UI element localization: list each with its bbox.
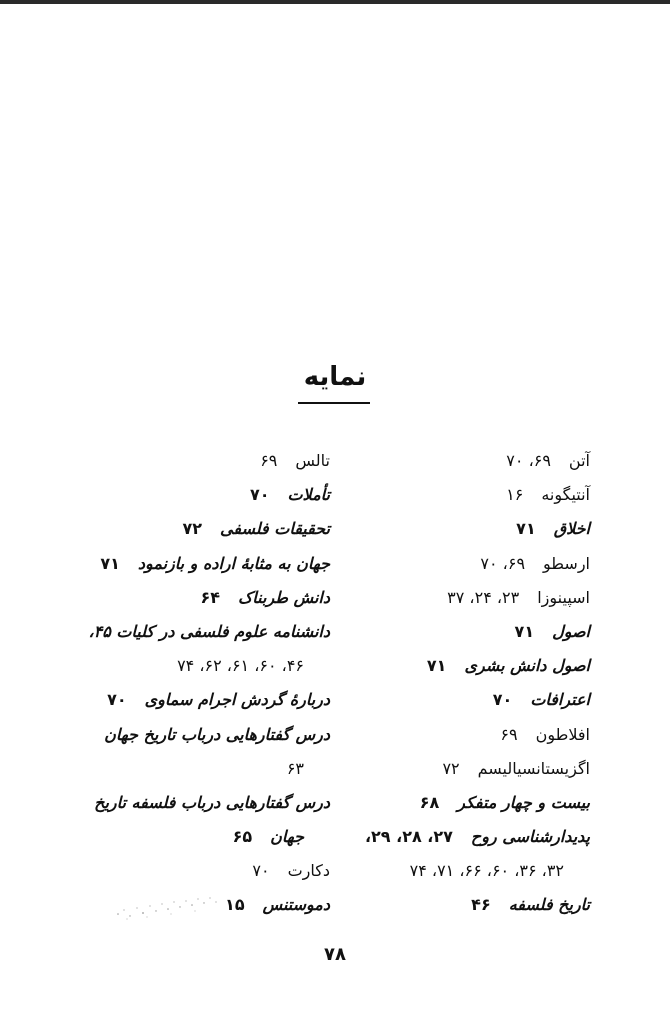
index-entry: [70, 786, 330, 820]
index-page-refs: ۶۹، ۷۰: [506, 451, 551, 470]
index-page-refs: ۷۱: [516, 519, 536, 539]
index-entry: [340, 786, 590, 820]
index-term: ارسطو: [543, 553, 590, 573]
index-term: اسپینوزا: [537, 587, 590, 607]
index-term: دربارهٔ گردش اجرام سماوی: [144, 690, 330, 710]
index-column-right: [340, 444, 590, 923]
index-page-refs: ۶۴: [200, 587, 220, 607]
index-entry: [70, 718, 330, 752]
index-page-refs: ۲۷، ۲۸، ۲۹،: [364, 827, 453, 847]
index-term: آتن: [568, 451, 590, 470]
index-page-refs: ۶۹: [260, 451, 278, 470]
index-term: دموستنس: [262, 895, 330, 915]
index-column-left: [70, 444, 330, 923]
index-page-refs: ۷۲: [442, 758, 460, 778]
index-entry: [70, 444, 330, 478]
index-page-refs: ۷۱: [100, 553, 120, 573]
index-entry: [70, 649, 330, 683]
index-page-refs: ۴۶: [471, 895, 491, 915]
index-page-refs: ۷۰: [252, 861, 270, 881]
index-entry: [70, 615, 330, 649]
index-page-refs: ۶۹: [500, 724, 518, 744]
index-term: درس گفتارهایی درباب تاریخ جهان: [104, 724, 330, 744]
index-term: دانش طربناک: [237, 587, 330, 607]
index-entry: [340, 683, 590, 717]
index-term: جهان: [270, 827, 304, 847]
index-term: بیست و چهار متفکر: [457, 792, 590, 812]
index-page-refs: ۷۱: [426, 656, 447, 676]
index-page-refs: ۲۳، ۲۴، ۳۷: [447, 587, 520, 607]
index-page-refs: ۷۰: [249, 485, 270, 505]
index-term: دانشنامه علوم فلسفی در کلیات ۴۵،: [88, 621, 330, 641]
top-border: [0, 0, 670, 4]
index-entry: [340, 854, 590, 888]
index-term: تاریخ فلسفه: [508, 895, 590, 915]
page-title: نمایه: [303, 362, 367, 392]
index-page-refs: ۶۸: [419, 792, 440, 812]
index-entry: [340, 888, 590, 922]
index-entry: [340, 444, 590, 478]
index-page-refs: ۱۶: [506, 485, 524, 505]
page-number: ۷۸: [324, 944, 346, 965]
index-term: اخلاق: [553, 519, 590, 539]
index-term: تأملات: [287, 485, 330, 505]
index-page-refs: ۳۲، ۳۶، ۶۰، ۶۶، ۷۱، ۷۴: [409, 861, 564, 881]
index-entry: [340, 649, 590, 683]
index-entry: [70, 512, 330, 546]
index-term: تالس: [295, 451, 330, 470]
index-term: اعترافات: [530, 690, 590, 710]
index-term: اصول دانش بشری: [464, 656, 590, 676]
index-entry: [70, 683, 330, 717]
index-entry: [340, 547, 590, 581]
index-entry: [70, 581, 330, 615]
index-page-refs: ۴۶، ۶۰، ۶۱، ۶۲، ۷۴: [177, 656, 304, 676]
title-underline: [298, 402, 370, 404]
index-page-refs: ۷۰: [107, 690, 127, 710]
index-term: آنتیگونه: [541, 485, 590, 505]
index-term: درس گفتارهایی درباب فلسفه تاریخ: [94, 792, 330, 812]
scan-speckle: [110, 884, 230, 924]
index-entry: [70, 547, 330, 581]
index-term: افلاطون: [535, 724, 590, 744]
index-entry: [340, 615, 590, 649]
index-page-refs: ۶۹، ۷۰: [480, 553, 526, 573]
index-term: دکارت: [287, 861, 330, 881]
index-page-refs: ۷۲: [182, 519, 203, 539]
index-page-refs: ۶۳: [286, 758, 304, 778]
index-term: اصول: [552, 621, 590, 641]
index-term: تحقیقات فلسفی: [220, 519, 330, 539]
index-entry: [340, 581, 590, 615]
index-page-refs: ۶۵: [232, 827, 253, 847]
index-entry: [340, 478, 590, 512]
index-entry: [70, 820, 330, 854]
index-term: اگزیستانسیالیسم: [477, 758, 590, 778]
index-entry: [70, 752, 330, 786]
index-entry: [340, 820, 590, 854]
index-page-refs: ۱۵: [225, 895, 245, 915]
index-entry: [340, 752, 590, 786]
index-page-refs: ۷۱: [514, 621, 535, 641]
index-term: جهان به مثابهٔ اراده و بازنمود: [137, 553, 330, 573]
index-entry: [70, 478, 330, 512]
index-term: پدیدارشناسی روح: [470, 827, 590, 847]
index-page-refs: ۷۰: [492, 690, 513, 710]
index-entry: [340, 512, 590, 546]
index-entry: [340, 718, 590, 752]
